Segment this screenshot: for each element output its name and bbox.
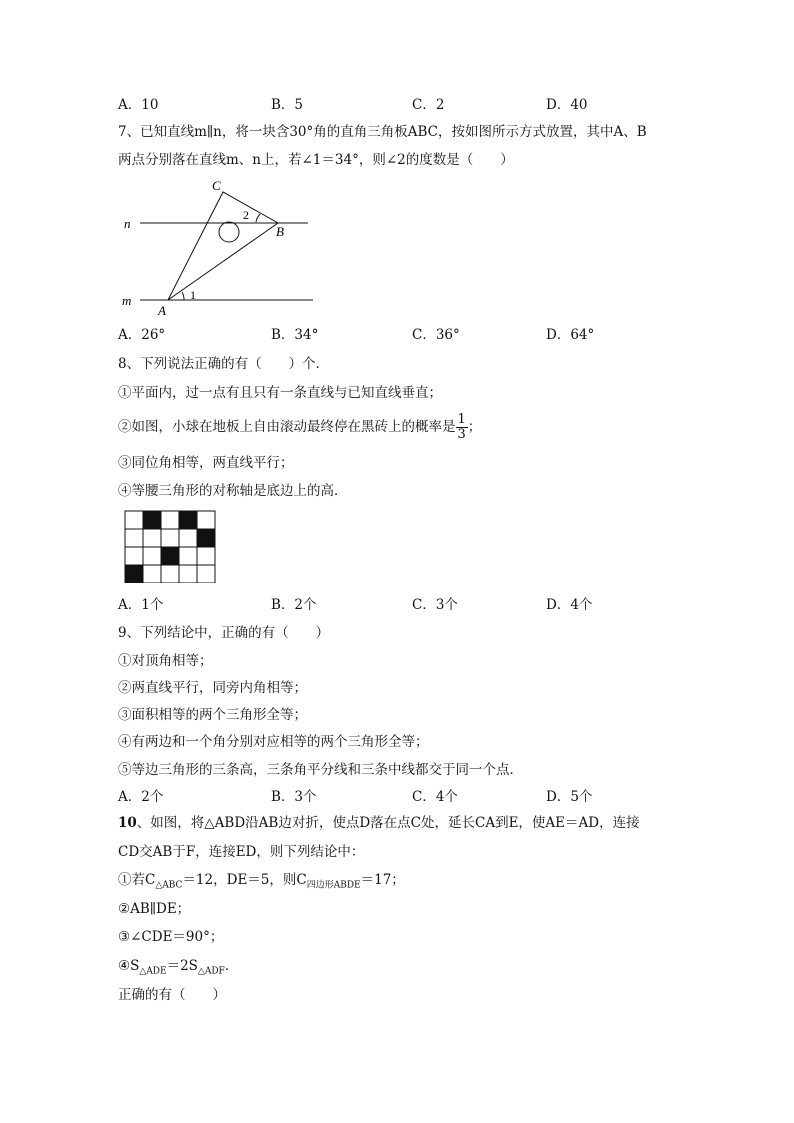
q9-statement-4: ④有两边和一个角分别对应相等的两个三角形全等； — [118, 734, 429, 750]
black-tile — [197, 529, 215, 547]
q10-s1-sub2: 四边形ABDE — [306, 880, 361, 891]
white-tile — [179, 547, 197, 565]
q9-statement-2: ②两直线平行，同旁内角相等； — [118, 680, 307, 696]
q8-statement-3: ③同位角相等，两直线平行； — [118, 455, 294, 471]
q10-s4-b: ＝2S — [166, 958, 198, 974]
q10-s4-sub2: △ADF — [197, 966, 225, 977]
angle-1-arc — [182, 292, 184, 300]
q7-text-line1: 7、已知直线m∥n，将一块含30°角的直角三角板ABC，按如图所示方式放置，其中A、B — [118, 124, 647, 140]
q10-statement-1 — [118, 870, 405, 896]
label-angle-2: 2 — [243, 208, 249, 222]
white-tile — [179, 565, 197, 583]
q6-option-a: A．10 — [118, 97, 159, 113]
q10-s4-a: ④S — [118, 958, 140, 974]
tile-grid — [124, 510, 216, 583]
q6-option-b: B．5 — [271, 97, 304, 113]
triangle-hole — [219, 222, 239, 242]
label-n: n — [124, 216, 131, 231]
q8-option-a: A．1个 — [118, 597, 164, 613]
q8-title: 8、下列说法正确的有（ ）个． — [118, 356, 330, 372]
q7-option-a: A．26° — [118, 327, 166, 343]
q9-option-a: A．2个 — [118, 789, 164, 805]
q9-options — [118, 787, 678, 807]
q7-text-line2: 两点分别落在直线m、n上，若∠1＝34°，则∠2的度数是（ ） — [118, 152, 514, 168]
q10-statement-4 — [118, 956, 238, 982]
q10-text-line2: CD交AB于F，连接ED，则下列结论中： — [118, 844, 365, 860]
q10-s1-b: ＝12，DE＝5，则C — [182, 872, 307, 888]
q8-options — [118, 595, 678, 615]
white-tile — [197, 547, 215, 565]
white-tile — [179, 529, 197, 547]
q10-s1-sub1: △ABC — [155, 880, 183, 891]
white-tile — [161, 529, 179, 547]
q10-s4-sub1: △ADE — [139, 966, 167, 977]
q10-tail: 正确的有（ ） — [118, 987, 226, 1003]
q7-option-d: D．64° — [546, 327, 595, 343]
q8-option-d: D．4个 — [546, 597, 593, 613]
white-tile — [161, 511, 179, 529]
q10-statement-2: ②AB∥DE； — [118, 901, 191, 917]
black-tile — [161, 547, 179, 565]
label-c: C — [212, 178, 221, 193]
label-m: m — [122, 293, 132, 308]
q10-s1-c: ＝17； — [360, 872, 405, 888]
q10-s1-a: ①若C — [118, 872, 156, 888]
q9-option-d: D．5个 — [546, 789, 593, 805]
q8-statement-2-text: ②如图，小球在地板上自由滚动最终停在黑砖上的概率是 — [118, 419, 456, 435]
fraction-denominator: 3 — [457, 427, 466, 442]
white-tile — [143, 547, 161, 565]
q8-statement-2-suffix: ； — [467, 419, 482, 435]
label-angle-1: 1 — [190, 288, 196, 302]
angle-2-arc — [256, 214, 260, 222]
white-tile — [125, 511, 143, 529]
q7-option-b: B．34° — [271, 327, 319, 343]
q10-text-line1 — [118, 813, 640, 833]
triangle-abc — [168, 192, 278, 300]
white-tile — [197, 511, 215, 529]
white-tile — [143, 565, 161, 583]
black-tile — [143, 511, 161, 529]
q8-statement-1: ①平面内，过一点有且只有一条直线与已知直线垂直； — [118, 385, 442, 401]
q8-statement-4: ④等腰三角形的对称轴是底边上的高． — [118, 483, 348, 499]
fraction-numerator: 1 — [457, 412, 466, 427]
label-a: A — [158, 303, 166, 318]
q9-title: 9、下列结论中，正确的有（ ） — [118, 625, 330, 641]
q8-option-c: C．3个 — [412, 597, 458, 613]
q7-option-c: C．36° — [412, 327, 460, 343]
white-tile — [197, 565, 215, 583]
q10-line1-text: 、如图，将△ABD沿AB边对折，使点D落在点C处，延长CA到E，使AE＝AD，连接 — [136, 815, 640, 831]
q7-figure — [118, 176, 318, 321]
q9-statement-3: ③面积相等的两个三角形全等； — [118, 707, 307, 723]
q9-option-c: C．4个 — [412, 789, 458, 805]
white-tile — [125, 529, 143, 547]
black-tile — [125, 565, 143, 583]
q8-statement-2 — [118, 412, 481, 442]
probability-fraction — [456, 413, 468, 442]
q6-options — [118, 95, 678, 115]
q9-statement-1: ①对顶角相等； — [118, 653, 213, 669]
q9-statement-5: ⑤等边三角形的三条高，三条角平分线和三条中线都交于同一个点． — [118, 762, 523, 778]
q10-number: 10 — [118, 815, 137, 831]
label-b: B — [276, 224, 284, 239]
q10-s4-c: ． — [224, 958, 239, 974]
q8-option-b: B．2个 — [271, 597, 317, 613]
q6-option-d: D．40 — [546, 97, 588, 113]
white-tile — [125, 547, 143, 565]
q9-option-b: B．3个 — [271, 789, 317, 805]
white-tile — [143, 529, 161, 547]
q7-options — [118, 325, 678, 345]
q10-statement-3: ③∠CDE＝90°； — [118, 929, 224, 945]
white-tile — [161, 565, 179, 583]
q6-option-c: C．2 — [412, 97, 445, 113]
black-tile — [179, 511, 197, 529]
